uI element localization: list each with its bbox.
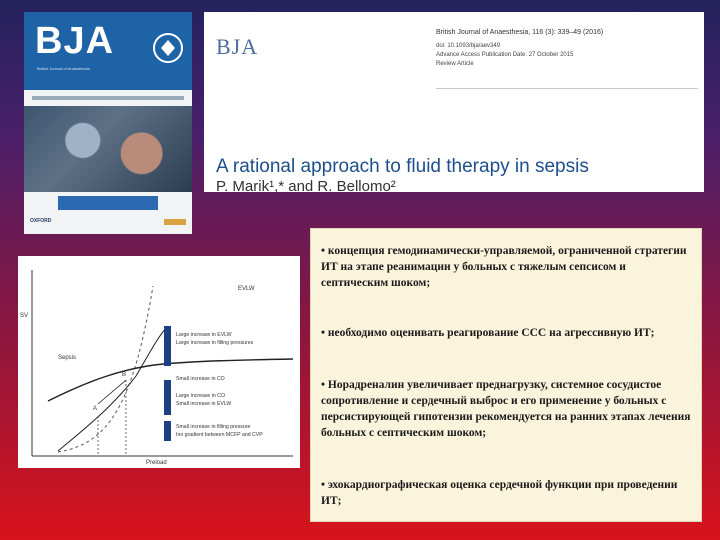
advance-access-text: Advance Access Publication Date: 27 October 2015 <box>436 52 574 58</box>
bullet-item: • эхокардиографическая оценка сердечной функции при проведении ИТ; <box>321 479 678 507</box>
cover-photo <box>24 106 192 192</box>
cover-footer <box>30 218 186 228</box>
journal-cover <box>24 12 192 234</box>
evlw-label: EVLW <box>238 286 255 292</box>
bar-large-evlw <box>164 326 171 366</box>
annotation-large-filling: Large increase in filling pressures <box>176 340 254 346</box>
meta-divider <box>436 88 698 89</box>
journal-citation: British Journal of Anaesthesia, 116 (3): 339–49 (2016) <box>436 29 604 36</box>
y-axis-label: SV <box>20 313 29 319</box>
article-authors: P. Marik¹,* and R. Bellomo² <box>216 178 396 195</box>
doi-text: doi: 10.1093/bja/aev349 <box>436 43 501 49</box>
annotation-small-evlw: Small increase in EVLW <box>176 401 232 407</box>
bja-emblem-icon <box>146 26 186 66</box>
publisher-mark-icon <box>164 219 186 225</box>
article-meta <box>436 28 696 69</box>
article-header <box>204 12 704 195</box>
bar-small-evlw <box>164 380 171 415</box>
bullet-item: • необходимо оценивать реагирование ССС на агрессивную ИТ; <box>321 327 655 339</box>
notes-box <box>310 228 702 522</box>
article-brand: BJA <box>216 34 259 59</box>
bullet-item: • концепция гемодинамически-управляемой, ограниченной стратегии ИТ на этапе реанимации у больных с тяжелым сепсисом и септическим шоком; <box>321 245 687 289</box>
annotation-mcfp-cvp: Ino gradient between MCFP and CVP <box>176 432 263 438</box>
bullet-item: • Норадреналин увеличивает преднагрузку, системное сосудистое сопротивление и сердечный выброс и его применение у больных с персистирующей гипотензии рекомендуется на ранних этапах лечения больных с септическим шоком; <box>321 379 691 439</box>
publisher-logo: OXFORD <box>30 218 52 224</box>
a-to-b-arrow <box>98 380 126 404</box>
article-type: Review Article <box>436 61 474 67</box>
x-axis-label: Preload <box>146 460 167 466</box>
annotation-large-co: Large increase in CO <box>176 393 226 399</box>
cover-logo: BJA <box>35 20 115 62</box>
point-a-label: A <box>93 406 98 412</box>
point-b-label: B <box>122 372 127 378</box>
evlw-curve <box>58 286 153 452</box>
cover-bluebar <box>58 196 158 210</box>
cover-strip <box>32 96 184 100</box>
diagram-svg <box>18 256 300 468</box>
article-title: A rational approach to fluid therapy in sepsis <box>216 156 589 177</box>
sepsis-label: Sepsis <box>58 355 77 361</box>
annotation-small-filling: Small increase in filling pressure <box>176 424 251 430</box>
bar-small-filling <box>164 421 171 441</box>
starling-diagram <box>18 256 300 468</box>
annotation-large-evlw: Large increase in EVLW <box>176 332 232 338</box>
annotation-small-co: Small increase in CO <box>176 376 225 382</box>
cover-subtitle: British Journal of Anaesthesia <box>37 66 90 71</box>
